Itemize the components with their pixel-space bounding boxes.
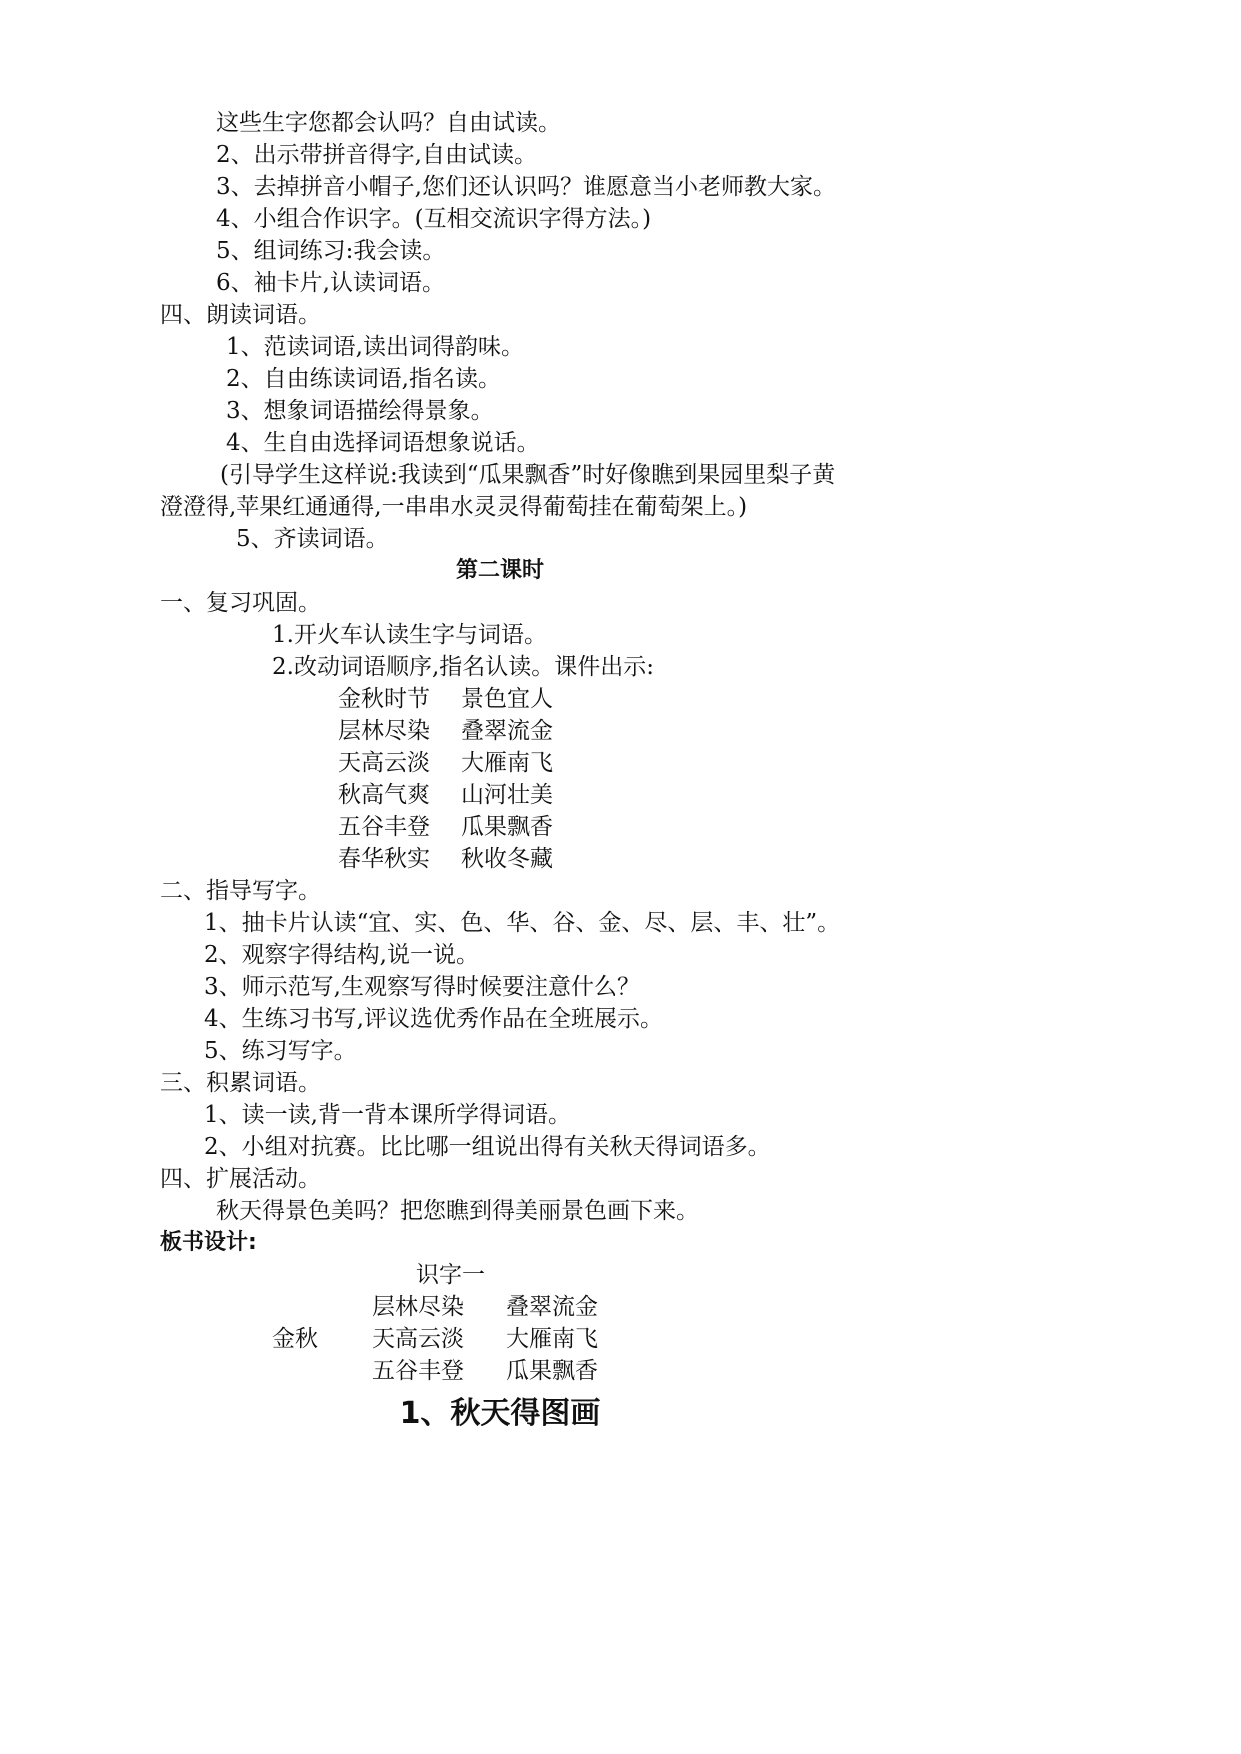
section-title: 二、指导写字。	[160, 878, 321, 904]
step-line: 2、小组对抗赛。比比哪一组说出得有关秋天得词语多。	[204, 1134, 771, 1160]
phrase-left: 春华秋实	[338, 846, 430, 872]
step-line: 3、想象词语描绘得景象。	[226, 398, 494, 424]
lesson-heading: 第二课时	[455, 558, 544, 583]
phrase-right: 山河壮美	[461, 782, 553, 808]
board-phrase-right: 叠翠流金	[506, 1294, 598, 1320]
board-side-label: 金秋	[272, 1326, 318, 1352]
phrase-right: 景色宜人	[461, 686, 553, 712]
next-lesson-title: 1、秋天得图画	[399, 1396, 601, 1431]
step-line: 4、小组合作识字。(互相交流识字得方法。)	[216, 206, 652, 232]
activity-text: 秋天得景色美吗？把您瞧到得美丽景色画下来。	[216, 1198, 699, 1224]
board-phrase-left: 五谷丰登	[372, 1358, 464, 1384]
step-line: 6、袖卡片,认读词语。	[216, 270, 445, 296]
section-title: 四、扩展活动。	[160, 1166, 321, 1192]
step-line: 1、范读词语,读出词得韵味。	[226, 334, 524, 360]
phrase-left: 层林尽染	[338, 718, 430, 744]
step-line: 5、组词练习:我会读。	[216, 238, 446, 264]
intro-line: 这些生字您都会认吗？自由试读。	[216, 110, 561, 136]
board-phrase-left: 天高云淡	[372, 1326, 464, 1352]
step-line: 5、齐读词语。	[236, 526, 389, 552]
step-line: 5、练习写字。	[204, 1038, 357, 1064]
phrase-left: 秋高气爽	[338, 782, 430, 808]
board-phrase-right: 大雁南飞	[506, 1326, 598, 1352]
step-line: 1.开火车认读生字与词语。	[272, 622, 547, 648]
step-line: 2.改动词语顺序,指名认读。课件出示:	[272, 654, 655, 680]
guide-line: 澄澄得,苹果红通通得,一串串水灵灵得葡萄挂在葡萄架上。)	[160, 494, 748, 520]
section-title: 三、积累词语。	[160, 1070, 321, 1096]
guide-line: (引导学生这样说:我读到“瓜果飘香”时好像瞧到果园里梨子黄	[220, 462, 836, 488]
board-label: 板书设计:	[160, 1230, 257, 1255]
board-title: 识字一	[416, 1262, 485, 1288]
board-phrase-right: 瓜果飘香	[506, 1358, 598, 1384]
step-line: 4、生练习书写,评议选优秀作品在全班展示。	[204, 1006, 663, 1032]
section-title: 四、朗读词语。	[160, 302, 321, 328]
phrase-right: 大雁南飞	[461, 750, 553, 776]
step-line: 3、师示范写,生观察写得时候要注意什么？	[204, 974, 640, 1000]
step-line: 1、读一读,背一背本课所学得词语。	[204, 1102, 571, 1128]
step-line: 2、自由练读词语,指名读。	[226, 366, 501, 392]
step-line: 3、去掉拼音小帽子,您们还认识吗？谁愿意当小老师教大家。	[216, 174, 836, 200]
phrase-left: 天高云淡	[338, 750, 430, 776]
phrase-left: 五谷丰登	[338, 814, 430, 840]
board-phrase-left: 层林尽染	[372, 1294, 464, 1320]
step-line: 4、生自由选择词语想象说话。	[226, 430, 540, 456]
phrase-left: 金秋时节	[338, 686, 430, 712]
phrase-right: 瓜果飘香	[461, 814, 553, 840]
section-title: 一、复习巩固。	[160, 590, 321, 616]
step-line: 2、出示带拼音得字,自由试读。	[216, 142, 537, 168]
step-line: 2、观察字得结构,说一说。	[204, 942, 479, 968]
phrase-right: 叠翠流金	[461, 718, 553, 744]
phrase-right: 秋收冬藏	[461, 846, 553, 872]
step-line: 1、抽卡片认读“宜、实、色、华、谷、金、尽、层、丰、壮”。	[204, 910, 841, 936]
